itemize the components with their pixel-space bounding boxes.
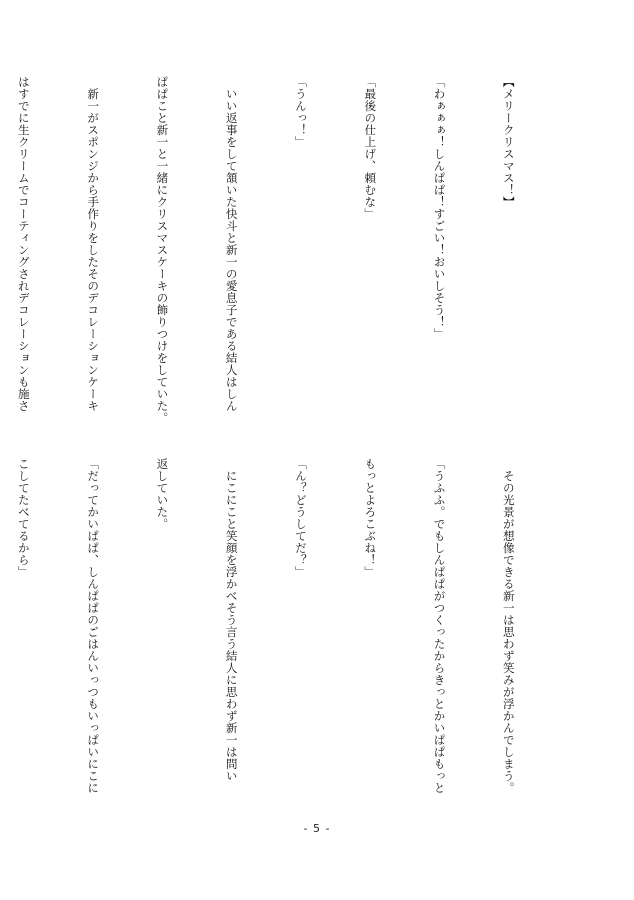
text-line: いい返事をして頷いた快斗と新一の愛息子である結人はしん: [224, 76, 239, 412]
text-line: はすでに生クリームでコーティングされデコレーションも施さ: [16, 76, 31, 412]
text-line: 「だってかいぱぱ、しんぱぱのごはんいっつもいっぱいにこに: [86, 458, 101, 794]
lower-text-block: [16, 458, 566, 794]
text-line: にこにこと笑顔を浮かべそう言う結人に思わず新一は問い: [224, 458, 239, 782]
text-line: 【メリークリスマス！】: [501, 76, 516, 208]
text-line: 返していた。: [155, 458, 170, 530]
upper-text-block: [16, 76, 566, 424]
text-line: こしてたべてるから」: [16, 458, 31, 578]
text-line: その光景が想像できる新一は思わず笑みが浮かんでしまう。: [501, 458, 516, 794]
text-line: もっとよろこぶね！」: [363, 458, 378, 578]
text-line: 新一がスポンジから手作りをしたそのデコレーションケーキ: [86, 76, 101, 412]
page-number: - 5 -: [303, 822, 331, 835]
text-line: 「うふふ。でもしんぱぱがつくったからきっとかいぱぱもっと: [432, 458, 447, 794]
text-line: 「ん？どうしてだ？」: [293, 458, 308, 578]
text-line: 「わぁぁぁ！しんぱぱ！すごい！おいしそう！」: [432, 76, 447, 340]
text-line: 「最後の仕上げ、頼むな」: [363, 76, 378, 220]
text-line: 「うんっ！」: [293, 76, 308, 148]
text-line: ぱぱこと新一と一緒にクリスマスケーキの飾りつけをしていた。: [155, 76, 170, 424]
